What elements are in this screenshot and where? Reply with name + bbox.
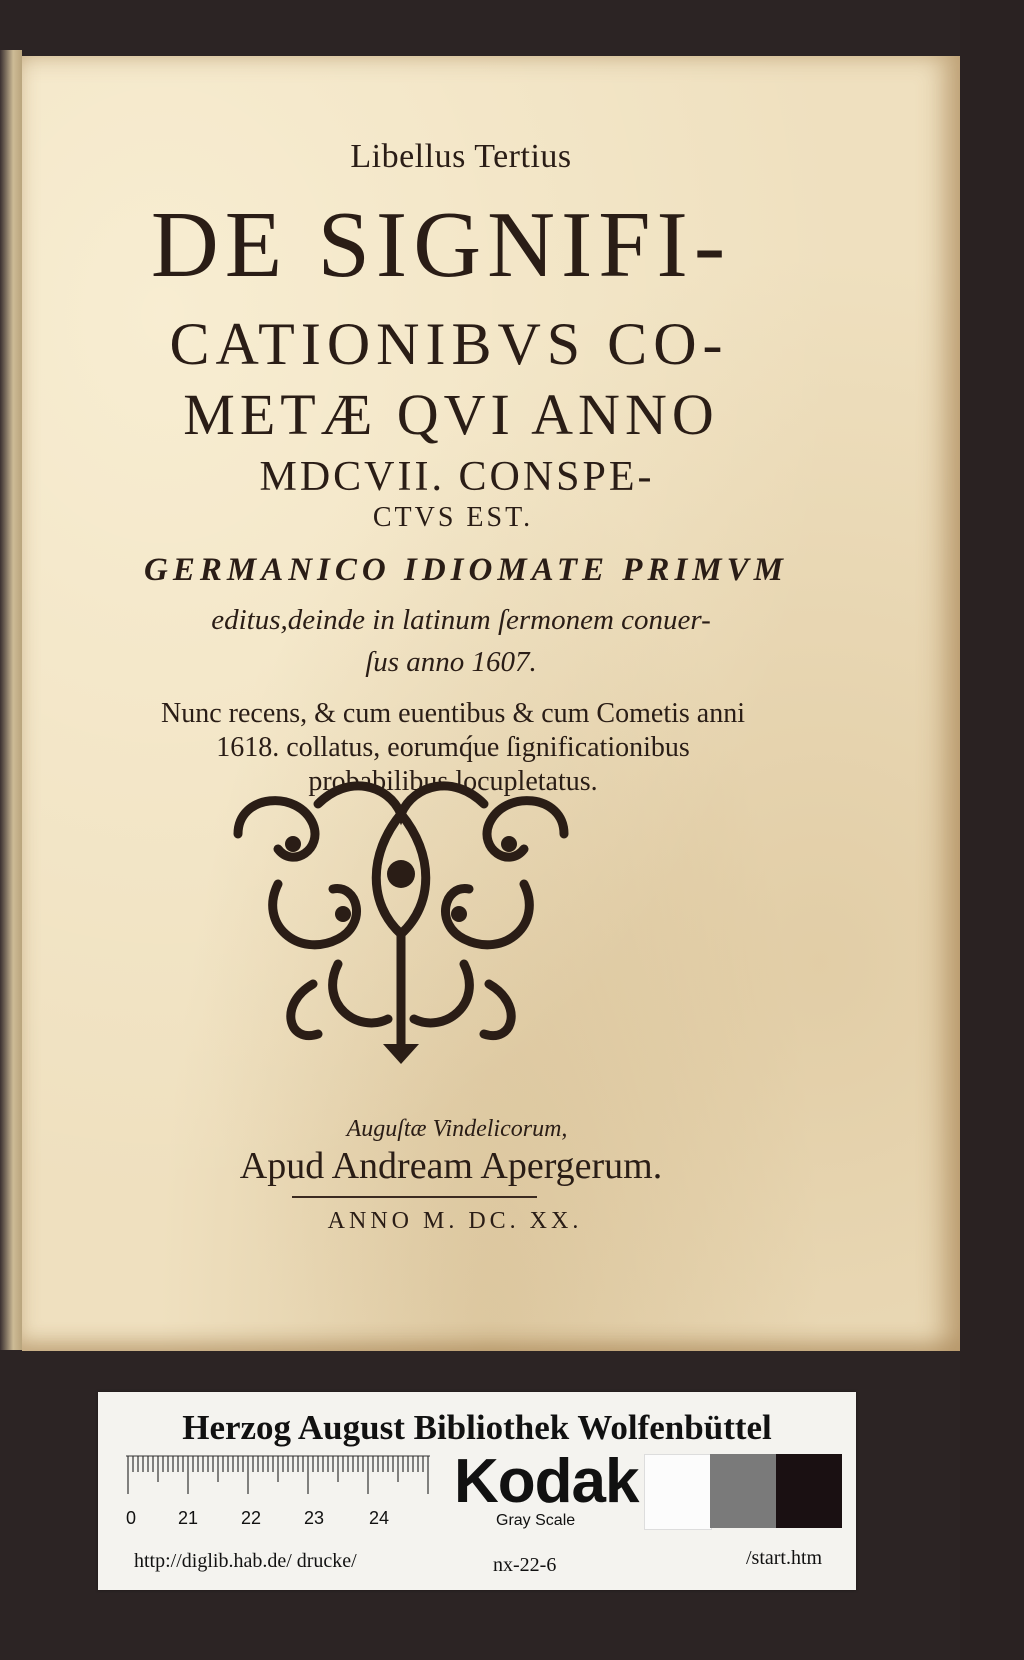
url-suffix: /start.htm	[746, 1547, 823, 1569]
place-of-printing: Auguſtæ Vindelicorum,	[346, 1116, 568, 1142]
shelfmark: nx-22-6	[493, 1554, 557, 1576]
ruler-label-23: 23	[304, 1508, 325, 1528]
description-line-1: Nunc recens, & cum euentibus & cum Cometis anni	[161, 698, 745, 729]
title-line-5: CTVS EST.	[372, 502, 534, 533]
url-prefix: http://diglib.hab.de/ drucke/	[134, 1550, 357, 1572]
title-line-4: MDCVII. CONSPE-	[259, 454, 655, 500]
subtitle-line-2: editus,deinde in latinum ſermonem conuer-	[211, 604, 711, 636]
title-page	[22, 56, 960, 1351]
ruler-label-22: 22	[241, 1508, 262, 1528]
color-reference-card	[98, 1392, 856, 1590]
printer-ornament-icon	[218, 774, 584, 1064]
kodak-logo: Kodak	[454, 1447, 639, 1516]
gray-scale-label: Gray Scale	[496, 1512, 576, 1529]
title-line-2: CATIONIBVS CO-	[169, 311, 729, 377]
description-line-2: 1618. collatus, eorumq́ue ſignificationibus	[216, 732, 690, 763]
title-line-1: DE SIGNIFI-	[150, 193, 732, 297]
library-name: Herzog August Bibliothek Wolfenbüttel	[182, 1408, 772, 1447]
ruler-label-0: 0	[126, 1508, 137, 1528]
ruler-label-24: 24	[369, 1508, 390, 1528]
white-swatch	[644, 1454, 712, 1530]
ruler-scale	[126, 1454, 430, 1530]
gray-swatch	[710, 1454, 776, 1528]
ruler-label-21: 21	[178, 1508, 199, 1528]
title-line-3: METÆ QVI ANNO	[183, 382, 719, 447]
printer-name: Apud Andream Apergerum.	[239, 1145, 663, 1187]
imprint-year: ANNO M. DC. XX.	[327, 1208, 583, 1234]
subtitle-line-1: GERMANICO IDIOMATE PRIMVM	[144, 552, 788, 588]
libellus-heading: Libellus Tertius	[350, 138, 572, 175]
right-background	[960, 0, 1024, 1660]
black-swatch	[776, 1454, 842, 1528]
subtitle-line-3: ſus anno 1607.	[365, 646, 537, 678]
description-line-3: probabilibus locupletatus.	[308, 766, 598, 797]
imprint-rule	[292, 1196, 537, 1198]
